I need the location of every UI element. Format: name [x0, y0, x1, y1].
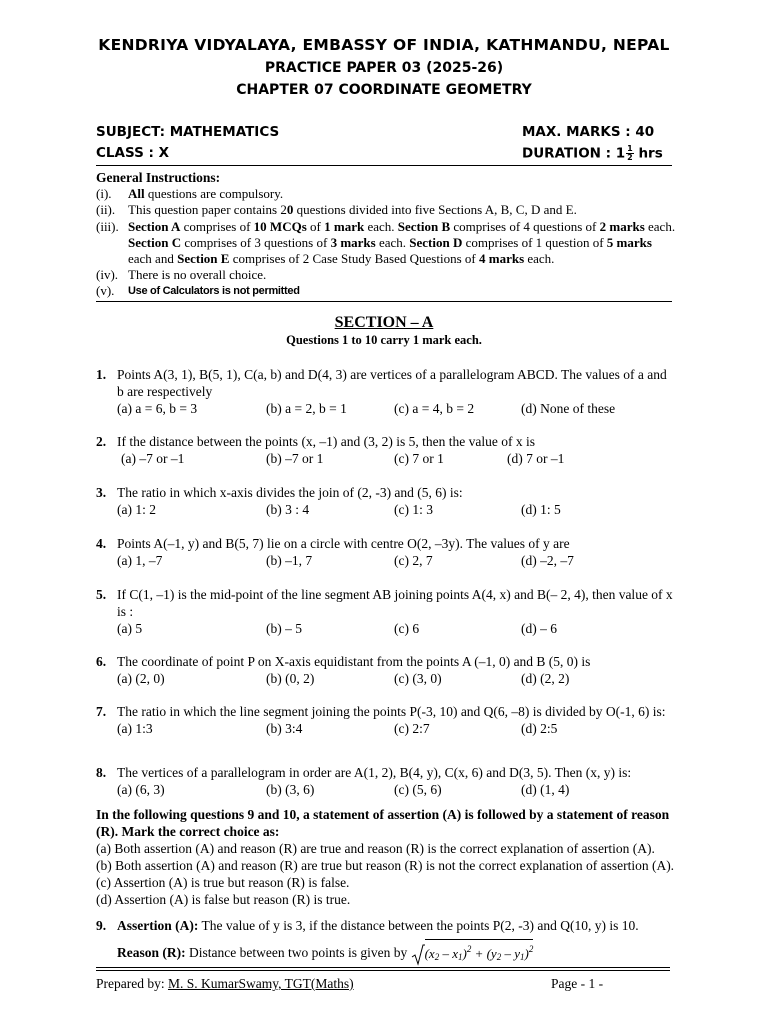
question-4	[96, 535, 676, 569]
option-a: (a) 1, –7	[117, 553, 163, 568]
instruction-text: comprises of 4 questions of	[450, 218, 600, 234]
paper-title: PRACTICE PAPER 03 (2025-26)	[264, 60, 504, 76]
question-7	[96, 703, 676, 737]
page-number: Page - 1 -	[551, 976, 604, 991]
instruction-item	[96, 267, 676, 283]
prepared-by	[96, 976, 354, 992]
question-number: 6.	[96, 654, 107, 669]
instructions-title: General Instructions:	[96, 170, 221, 185]
assertion-label: Assertion (A):	[117, 918, 199, 933]
question-8	[96, 764, 676, 798]
instruction-text: There is no overall choice.	[128, 267, 267, 283]
options	[117, 670, 676, 687]
instruction-text: each and	[128, 251, 178, 267]
instruction-bold: Section C	[128, 234, 182, 250]
instruction-text: Use of Calculators is not permitted	[128, 285, 300, 298]
question-text: The vertices of a parallelogram in order are A(1, 2), B(4, y), C(x, 6) and D(3, 5). Then (x, y) is:	[117, 765, 632, 780]
question-6	[96, 653, 676, 687]
instruction-text: questions divided into five Sections A, B, C, D and E.	[293, 202, 577, 218]
instruction-num: (v).	[96, 283, 115, 299]
instruction-item	[96, 186, 676, 202]
distance-formula: $(x_2 - x_1)^2 + (y_2 - y_1)^2$	[411, 939, 534, 966]
option-c: (c) 7 or 1	[394, 451, 444, 466]
option-b: (b) – 5	[266, 621, 302, 636]
option-c: (c) 6	[394, 621, 420, 636]
ar-choice-c: (c) Assertion (A) is true but reason (R) is false.	[96, 875, 350, 890]
duration-unit: hrs	[633, 145, 663, 162]
question-text: The ratio in which x-axis divides the join of (2, -3) and (5, 6) is:	[117, 485, 463, 500]
reason-line	[117, 939, 676, 966]
option-a: (a) (2, 0)	[117, 671, 165, 686]
instruction-text: comprises of 3 questions of	[181, 234, 331, 250]
instruction-num: (i).	[96, 186, 112, 202]
option-d: (d) –2, –7	[521, 553, 574, 568]
instruction-bold: Section E	[177, 251, 230, 267]
instructions-divider	[96, 301, 672, 302]
ar-choice-a: (a) Both assertion (A) and reason (R) are true and reason (R) is the correct explanation of assertion (A).	[96, 841, 655, 856]
duration-fraction-den: 2	[627, 153, 633, 162]
question-5	[96, 586, 676, 637]
duration-label	[522, 145, 663, 162]
options	[117, 450, 676, 467]
option-d: (d) None of these	[521, 401, 616, 416]
instruction-num: (iv).	[96, 267, 119, 283]
section-subtitle: Questions 1 to 10 carry 1 mark each.	[286, 333, 482, 347]
option-c: (c) (3, 0)	[394, 671, 442, 686]
options	[117, 781, 676, 798]
option-a: (a) 1:3	[117, 721, 153, 736]
section-title: SECTION – A	[334, 314, 434, 331]
meta-divider	[96, 165, 672, 166]
option-d: (d) 7 or –1	[507, 451, 565, 466]
instruction-bold: 0	[286, 202, 294, 218]
option-c: (c) 1: 3	[394, 502, 433, 517]
ar-intro: In the following questions 9 and 10, a statement of assertion (A) is followed by a statement of reason (R). Mark the correct choice as:	[96, 807, 670, 839]
option-b: (b) (3, 6)	[266, 782, 315, 797]
question-number: 1.	[96, 367, 107, 382]
instruction-text: each.	[364, 218, 398, 234]
question-text: If C(1, –1) is the mid-point of the line segment AB joining points A(4, x) and B(– 2, 4), then value of x is :	[117, 587, 673, 619]
instruction-text: questions are compulsory.	[144, 186, 284, 202]
ar-choice-d: (d) Assertion (A) is false but reason (R) is true.	[96, 892, 351, 907]
option-d: (d) 2:5	[521, 721, 558, 736]
question-text: Points A(–1, y) and B(5, 7) lie on a circle with centre O(2, –3y). The values of y are	[117, 536, 570, 551]
option-c: (c) 2:7	[394, 721, 430, 736]
footer-divider	[96, 970, 670, 971]
options	[117, 552, 676, 569]
option-b: (b) –7 or 1	[266, 451, 324, 466]
instruction-bold: 4 marks	[478, 251, 525, 267]
question-number: 3.	[96, 485, 107, 500]
instruction-bold: Section D	[409, 234, 463, 250]
question-3	[96, 484, 676, 518]
option-c: (c) 2, 7	[394, 553, 433, 568]
instruction-item	[96, 219, 676, 268]
instruction-num: (ii).	[96, 202, 116, 218]
duration-fraction-num: 1	[627, 144, 633, 153]
option-d: (d) 1: 5	[521, 502, 561, 517]
school-name: KENDRIYA VIDYALAYA, EMBASSY OF INDIA, KATHMANDU, NEPAL	[98, 36, 670, 54]
instruction-text: each.	[375, 234, 410, 250]
assertion-text: The value of y is 3, if the distance between the points P(2, -3) and Q(10, y) is 10.	[198, 918, 639, 933]
question-number: 8.	[96, 765, 107, 780]
question-text: Points A(3, 1), B(5, 1), C(a, b) and D(4, 3) are vertices of a parallelogram ABCD. The values of a and b are respectively	[117, 367, 667, 399]
chapter-title: CHAPTER 07 COORDINATE GEOMETRY	[236, 82, 532, 98]
option-d: (d) – 6	[521, 621, 557, 636]
option-b: (b) 3 : 4	[266, 502, 310, 517]
instruction-text: of	[306, 218, 325, 234]
subject-label: SUBJECT: MATHEMATICS	[96, 124, 280, 140]
question-number: 9.	[96, 918, 107, 933]
option-d: (d) (1, 4)	[521, 782, 570, 797]
author-name: M. S. KumarSwamy, TGT(Maths)	[167, 976, 354, 991]
instruction-bold: All	[128, 186, 145, 202]
question-number: 2.	[96, 434, 107, 449]
question-9	[96, 917, 676, 966]
class-label: CLASS : X	[96, 145, 170, 161]
question-number: 4.	[96, 536, 107, 551]
question-2	[96, 433, 676, 467]
instruction-text: each.	[524, 251, 555, 267]
prepared-label: Prepared by:	[96, 976, 168, 991]
options	[117, 501, 676, 518]
instruction-text: each.	[644, 218, 676, 234]
max-marks-label: MAX. MARKS : 40	[522, 124, 655, 140]
option-d: (d) (2, 2)	[521, 671, 570, 686]
option-a: (a) –7 or –1	[121, 451, 185, 466]
option-b: (b) 3:4	[266, 721, 303, 736]
duration-fraction	[626, 145, 634, 162]
instruction-num: (iii).	[96, 218, 119, 234]
option-b: (b) a = 2, b = 1	[266, 401, 347, 416]
question-number: 7.	[96, 704, 107, 719]
question-text: The coordinate of point P on X-axis equidistant from the points A (–1, 0) and B (5, 0) is	[117, 654, 591, 669]
instruction-bold: Section A	[128, 218, 181, 234]
option-a: (a) a = 6, b = 3	[117, 401, 198, 416]
instruction-text: comprises of 1 question of	[462, 234, 607, 250]
ar-choice-b: (b) Both assertion (A) and reason (R) are true but reason (R) is not the correct explanation of assertion (A).	[96, 858, 675, 873]
instruction-item	[96, 283, 676, 299]
options	[117, 620, 676, 637]
instruction-bold: 5 marks	[606, 234, 652, 250]
instruction-item	[96, 202, 676, 218]
option-b: (b) –1, 7	[266, 553, 313, 568]
option-a: (a) 1: 2	[117, 502, 156, 517]
option-c: (c) (5, 6)	[394, 782, 442, 797]
instruction-bold: 1 mark	[324, 218, 365, 234]
options	[117, 400, 676, 417]
question-text: The ratio in which the line segment joining the points P(-3, 10) and Q(6, –8) is divided by O(-1, 6) is:	[117, 704, 666, 719]
option-b: (b) (0, 2)	[266, 671, 315, 686]
assertion-reason-block	[96, 806, 676, 908]
instruction-bold: 2 marks	[599, 218, 645, 234]
option-a: (a) (6, 3)	[117, 782, 165, 797]
instruction-text: comprises of	[180, 218, 254, 234]
duration-text: DURATION : 1	[522, 145, 626, 162]
instruction-bold: 3 marks	[330, 234, 376, 250]
instruction-text: This question paper contains 2	[128, 202, 287, 218]
footer-divider	[96, 967, 670, 968]
sqrt-sign-icon	[411, 944, 425, 966]
option-c: (c) a = 4, b = 2	[394, 401, 475, 416]
question-number: 5.	[96, 587, 107, 602]
instruction-text: comprises of 2 Case Study Based Questions of	[229, 251, 479, 267]
reason-label: Reason (R):	[117, 945, 186, 960]
options	[117, 720, 676, 737]
reason-text: Distance between two points is given by	[185, 945, 411, 960]
general-instructions	[96, 170, 676, 300]
option-a: (a) 5	[117, 621, 143, 636]
question-text: If the distance between the points (x, –1) and (3, 2) is 5, then the value of x is	[117, 434, 536, 449]
question-1	[96, 366, 676, 417]
instruction-bold: Section B	[397, 218, 451, 234]
instruction-bold: 10 MCQs	[253, 218, 307, 234]
